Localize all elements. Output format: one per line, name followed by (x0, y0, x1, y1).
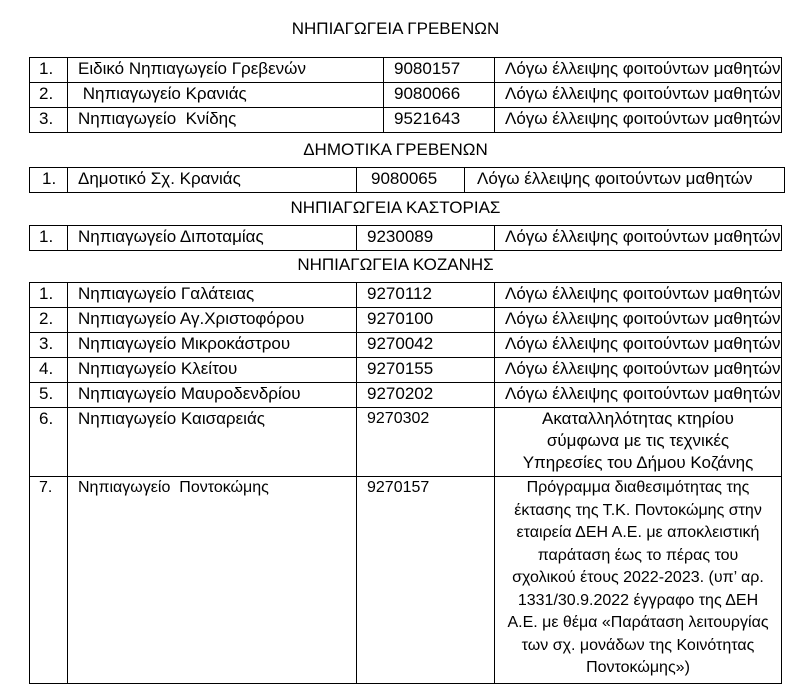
row-number: 1. (30, 283, 68, 308)
table-row (30, 108, 782, 133)
school-name: Νηπιαγωγείο Κρανιάς (68, 83, 384, 108)
row-number: 1. (30, 226, 68, 251)
school-code: 9270202 (357, 383, 495, 408)
school-name: Νηπιαγωγείο Μικροκάστρου (68, 333, 357, 358)
row-number: 3. (30, 333, 68, 358)
school-code: 9270302 (357, 408, 495, 477)
school-name: Νηπιαγωγείο Μαυροδενδρίου (68, 383, 357, 408)
closure-reason: Λόγω έλλειψης φοιτούντων μαθητών (495, 108, 782, 133)
section-title-grevena-primary: ΔΗΜΟΤΙΚΑ ΓΡΕΒΕΝΩΝ (303, 140, 488, 159)
row-number: 1. (30, 168, 68, 193)
table-row (30, 168, 785, 193)
row-number: 1. (30, 58, 68, 83)
school-name: Ειδικό Νηπιαγωγείο Γρεβενών (68, 58, 384, 83)
table-row (30, 358, 782, 383)
school-code: 9270157 (357, 477, 495, 684)
row-number: 5. (30, 383, 68, 408)
closure-reason: Λόγω έλλειψης φοιτούντων μαθητών (495, 226, 782, 251)
table-row (30, 58, 782, 83)
school-code: 9080157 (384, 58, 495, 83)
school-name: Νηπιαγωγείο Κνίδης (68, 108, 384, 133)
table-row (30, 226, 782, 251)
section-title-grevena-kindergartens: ΝΗΠΙΑΓΩΓΕΙΑ ΓΡΕΒΕΝΩΝ (291, 19, 500, 38)
table-row (30, 283, 782, 308)
school-code: 9270155 (357, 358, 495, 383)
school-code: 9270042 (357, 333, 495, 358)
school-name: Δημοτικό Σχ. Κρανιάς (68, 168, 357, 193)
school-name: Νηπιαγωγείο Αγ.Χριστοφόρου (68, 308, 357, 333)
closure-reason: Λόγω έλλειψης φοιτούντων μαθητών (495, 308, 782, 333)
school-code: 9270100 (357, 308, 495, 333)
closure-reason: Λόγω έλλειψης φοιτούντων μαθητών (495, 58, 782, 83)
closure-reason: Λόγω έλλειψης φοιτούντων μαθητών (465, 168, 785, 193)
row-number: 7. (30, 477, 68, 684)
school-code: 9080066 (384, 83, 495, 108)
table-row (30, 383, 782, 408)
table-row (30, 477, 782, 684)
table-row (30, 83, 782, 108)
school-code: 9521643 (384, 108, 495, 133)
closure-reason: Λόγω έλλειψης φοιτούντων μαθητών (495, 383, 782, 408)
section-title-kastoria-kindergartens: ΝΗΠΙΑΓΩΓΕΙΑ ΚΑΣΤΟΡΙΑΣ (290, 198, 501, 217)
row-number: 2. (30, 83, 68, 108)
school-code: 9080065 (357, 168, 465, 193)
table-row (30, 333, 782, 358)
school-code: 9230089 (357, 226, 495, 251)
school-name: Νηπιαγωγείο Ποντοκώμης (68, 477, 357, 684)
closure-reason: Πρόγραμμα διαθεσιμότητας της έκτασης της Τ.Κ. Ποντοκώμης στην εταιρεία ΔΕΗ Α.Ε. με αποκλειστική παράταση έως το πέρας του σχολικού έτους 2022-2023. (υπ’ αρ. 1331/30.9.2022 έγγραφο της ΔΕΗ Α.Ε. με θέμα «Παράταση λειτουργίας των σχ. μονάδων της Κοινότητας Ποντοκώμης») (495, 477, 782, 684)
school-name: Νηπιαγωγείο Διποταμίας (68, 226, 357, 251)
closure-reason: Λόγω έλλειψης φοιτούντων μαθητών (495, 358, 782, 383)
row-number: 3. (30, 108, 68, 133)
row-number: 6. (30, 408, 68, 477)
closure-reason: Ακαταλληλότητας κτηρίου σύμφωνα με τις τεχνικές Υπηρεσίες του Δήμου Κοζάνης (495, 408, 782, 477)
kozani-kindergartens-table (29, 282, 782, 684)
school-name: Νηπιαγωγείο Καισαρειάς (68, 408, 357, 477)
section-title-kozani-kindergartens: ΝΗΠΙΑΓΩΓΕΙΑ ΚΟΖΑΝΗΣ (297, 255, 494, 274)
grevena-primary-table (29, 167, 785, 193)
row-number: 4. (30, 358, 68, 383)
closure-reason: Λόγω έλλειψης φοιτούντων μαθητών (495, 283, 782, 308)
grevena-kindergartens-table (29, 57, 782, 133)
table-row (30, 308, 782, 333)
closure-reason: Λόγω έλλειψης φοιτούντων μαθητών (495, 333, 782, 358)
table-row (30, 408, 782, 477)
closure-reason: Λόγω έλλειψης φοιτούντων μαθητών (495, 83, 782, 108)
row-number: 2. (30, 308, 68, 333)
school-code: 9270112 (357, 283, 495, 308)
school-name: Νηπιαγωγείο Γαλάτειας (68, 283, 357, 308)
kastoria-kindergartens-table (29, 225, 782, 251)
school-name: Νηπιαγωγείο Κλείτου (68, 358, 357, 383)
